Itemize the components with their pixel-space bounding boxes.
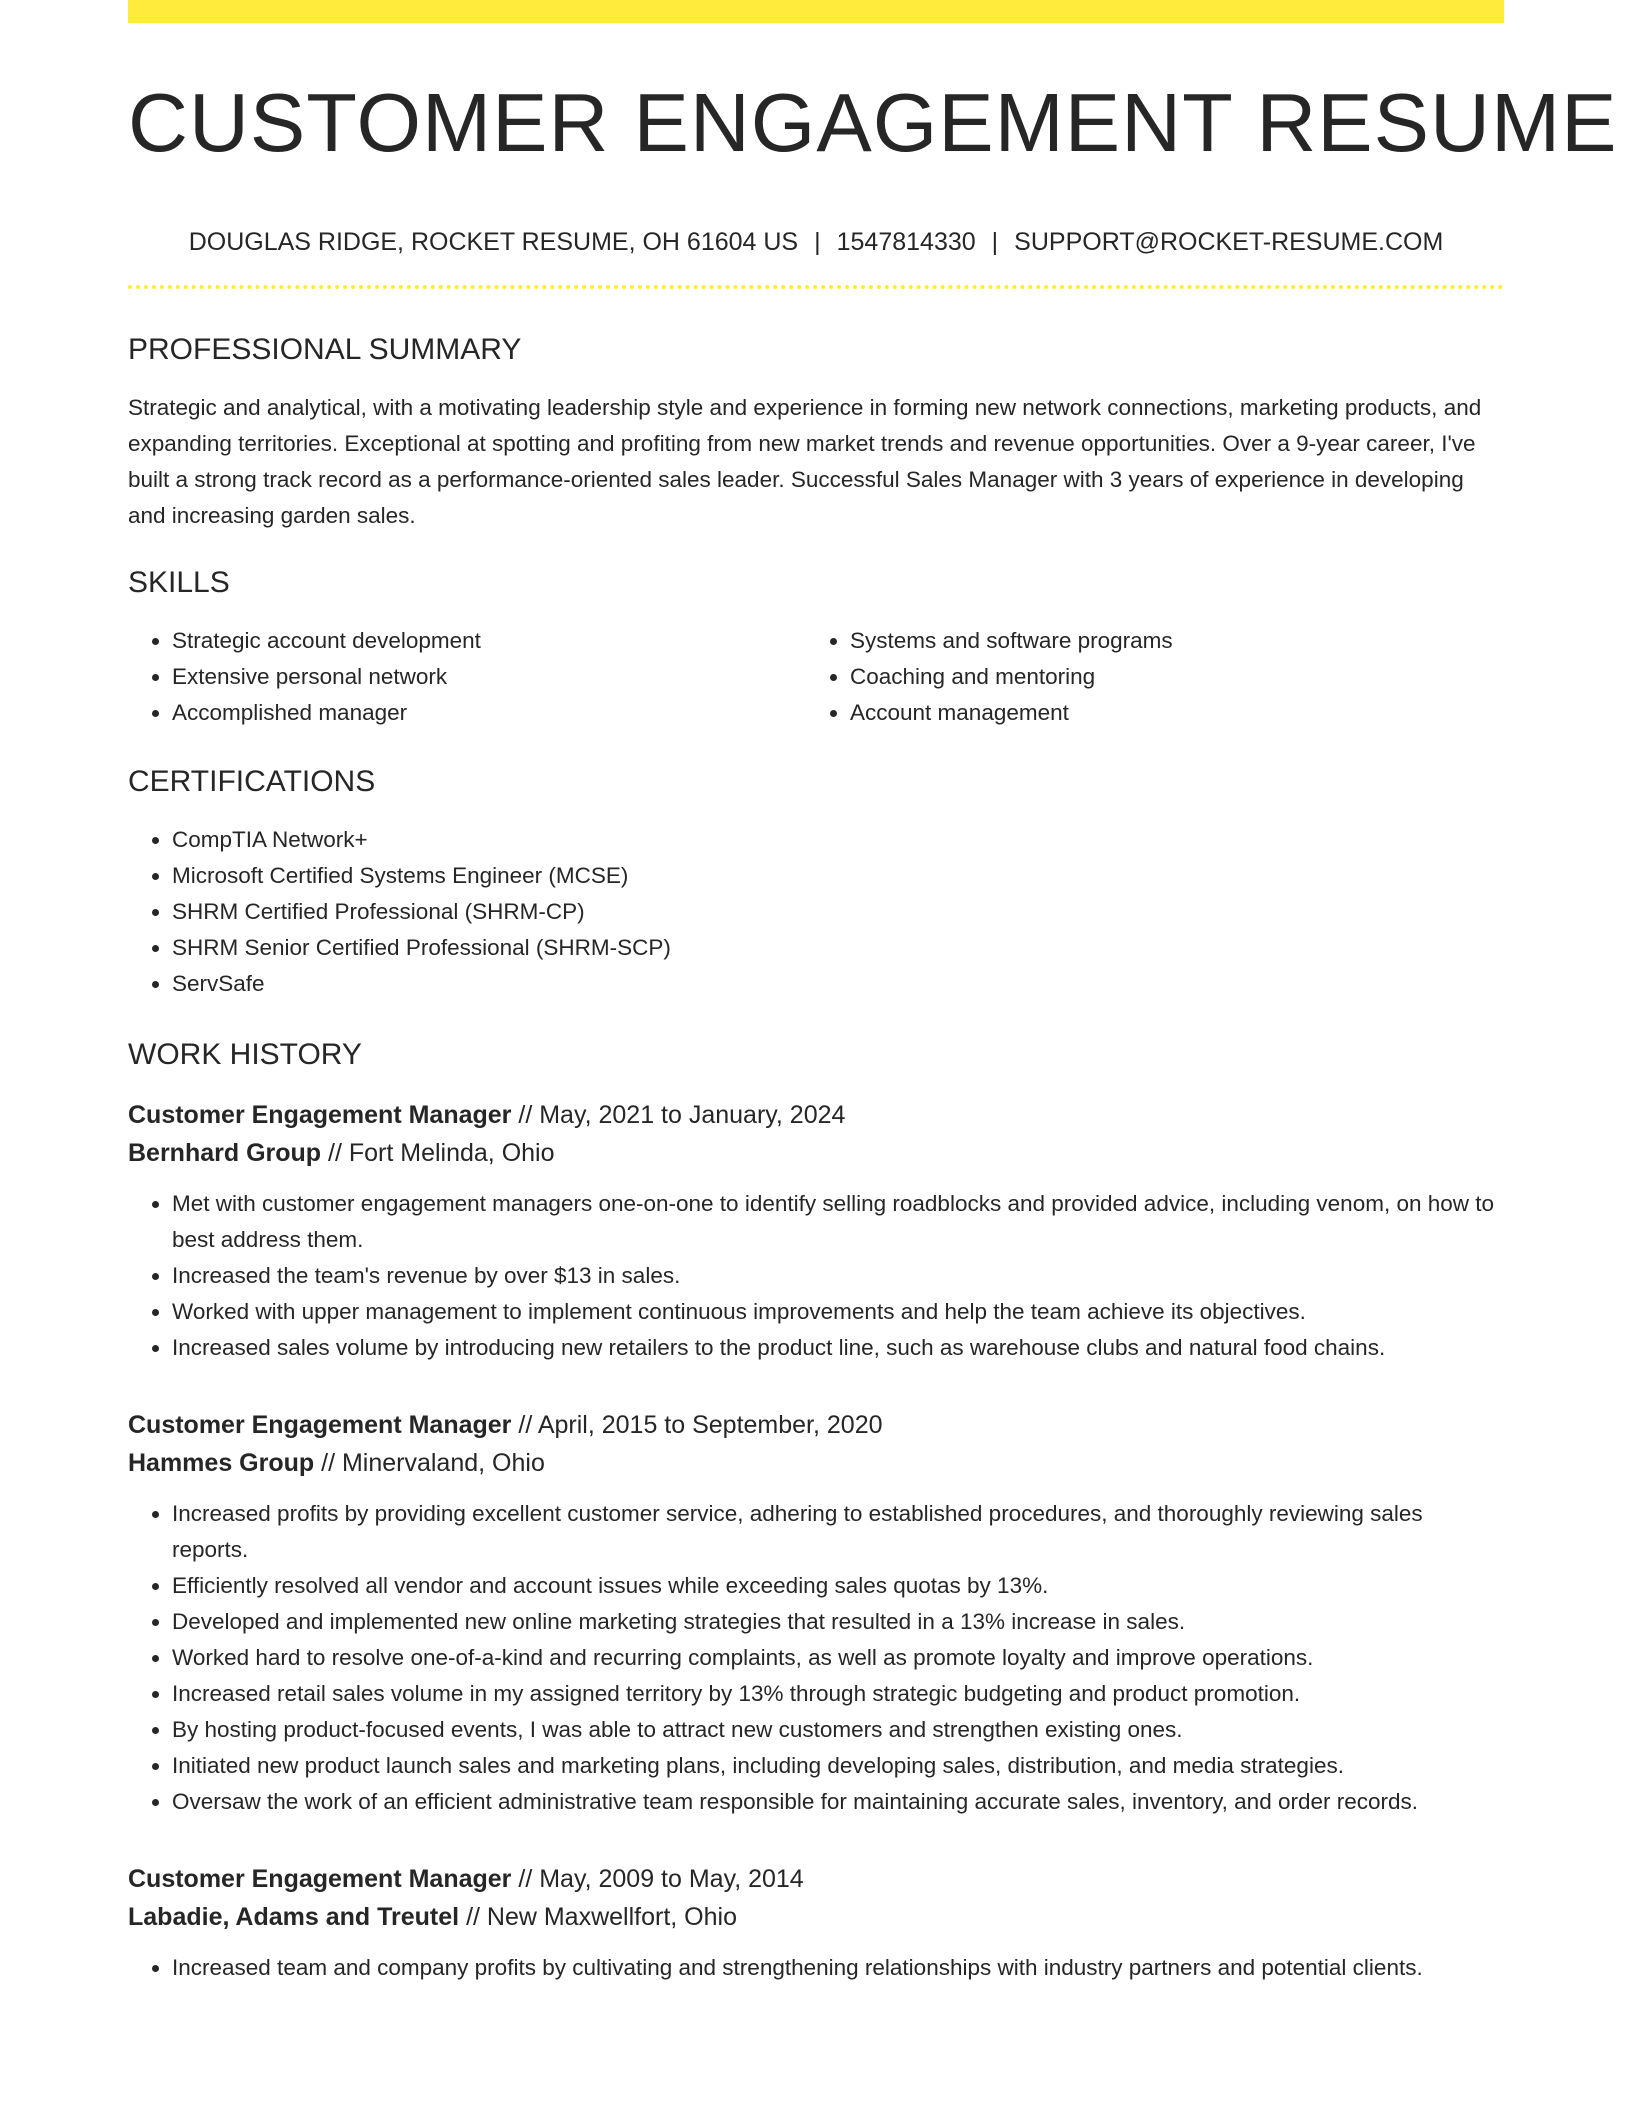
job-bullet: • Efficiently resolved all vendor and account issues while exceeding sales quotas by 13%. [172,1568,1504,1604]
job-entry [128,1096,1504,1366]
summary-text: Strategic and analytical, with a motivating leadership style and experience in forming new network connections, marketing products, and expanding territories. Exceptional at spotting and profiting from new market trends and revenue opportunities. Over a 9-year career, I've built a strong track record as a performance-oriented sales leader. Successful Sales Manager with 3 years of experience in developing and increasing garden sales. [128,395,1482,528]
certification-item: • SHRM Senior Certified Professional (SHRM-SCP) [172,930,1504,966]
job-company: Hammes Group [128,1449,315,1477]
certification-item: • SHRM Certified Professional (SHRM-CP) [172,894,1504,930]
job-bullet: • Oversaw the work of an efficient administrative team responsible for maintaining accurate sales, inventory, and order records. [172,1784,1504,1820]
summary-heading: PROFESSIONAL SUMMARY [128,333,522,366]
job-title-line [128,1406,1504,1444]
skills-heading: SKILLS [128,566,230,599]
dotted-divider [128,285,1504,289]
contact-separator: | [814,228,821,256]
job-bullet: • Increased the team's revenue by over $13 in sales. [172,1258,1504,1294]
job-location: // New Maxwellfort, Ohio [466,1903,737,1931]
job-bullet: • Increased profits by providing excellent customer service, adhering to established procedures, and thoroughly reviewing sales reports. [172,1496,1504,1568]
certifications-list [128,822,1504,1002]
contact-separator: | [991,228,999,256]
job-dates: // April, 2015 to September, 2020 [518,1411,883,1439]
work-history-heading: WORK HISTORY [128,1038,362,1071]
skill-item: • Coaching and mentoring [850,659,1484,695]
job-dates: // May, 2009 to May, 2014 [518,1865,804,1893]
contact-email: SUPPORT@ROCKET-RESUME.COM [1014,228,1444,256]
certification-item: • ServSafe [172,966,1504,1002]
skill-item: • Systems and software programs [850,623,1484,659]
skills-list-left [128,623,806,731]
job-dates: // May, 2021 to January, 2024 [518,1101,846,1129]
job-bullet: • Increased retail sales volume in my assigned territory by 13% through strategic budgeting and product promotion. [172,1676,1504,1712]
accent-bar [128,0,1504,23]
contact-address: DOUGLAS RIDGE, ROCKET RESUME, OH 61604 US [188,228,799,256]
job-bullets [128,1950,1504,1986]
certifications-heading: CERTIFICATIONS [128,765,376,798]
job-title-line [128,1096,1504,1134]
job-company: Labadie, Adams and Treutel [128,1903,460,1931]
job-bullets [128,1496,1504,1820]
job-title: Customer Engagement Manager [128,1411,512,1439]
contact-phone: 1547814330 [836,228,976,256]
job-bullet: • Worked hard to resolve one-of-a-kind and recurring complaints, as well as promote loyalty and improve operations. [172,1640,1504,1676]
job-entry [128,1860,1504,1986]
job-bullet: • Increased sales volume by introducing new retailers to the product line, such as warehouse clubs and natural food chains. [172,1330,1504,1366]
certification-item: • CompTIA Network+ [172,822,1504,858]
job-bullet: • Met with customer engagement managers one-on-one to identify selling roadblocks and provided advice, including venom, on how to best address them. [172,1186,1504,1258]
skills-grid [128,623,1504,731]
skill-item: • Accomplished manager [172,695,806,731]
job-bullet: • Developed and implemented new online marketing strategies that resulted in a 13% increase in sales. [172,1604,1504,1640]
contact-line [128,230,1504,255]
job-location: // Fort Melinda, Ohio [328,1139,555,1167]
job-company: Bernhard Group [128,1139,322,1167]
job-bullet: • Increased team and company profits by cultivating and strengthening relationships with industry partners and potential clients. [172,1950,1504,1986]
skill-item: • Account management [850,695,1484,731]
job-location: // Minervaland, Ohio [321,1449,545,1477]
job-company-line [128,1444,1504,1482]
job-title: Customer Engagement Manager [128,1865,512,1893]
job-bullet: • Initiated new product launch sales and marketing plans, including developing sales, distribution, and media strategies. [172,1748,1504,1784]
job-company-line [128,1134,1504,1172]
resume-title: CUSTOMER ENGAGEMENT RESUME [128,76,1618,169]
skill-item: • Extensive personal network [172,659,806,695]
job-company-line [128,1898,1504,1936]
resume-page [128,0,1618,1986]
job-title-line [128,1860,1504,1898]
job-bullet: • Worked with upper management to implement continuous improvements and help the team achieve its objectives. [172,1294,1504,1330]
skills-list-right [806,623,1484,731]
job-bullets [128,1186,1504,1366]
certification-item: • Microsoft Certified Systems Engineer (MCSE) [172,858,1504,894]
job-title: Customer Engagement Manager [128,1101,512,1129]
job-bullet: • By hosting product-focused events, I was able to attract new customers and strengthen existing ones. [172,1712,1504,1748]
skill-item: • Strategic account development [172,623,806,659]
job-entry [128,1406,1504,1820]
